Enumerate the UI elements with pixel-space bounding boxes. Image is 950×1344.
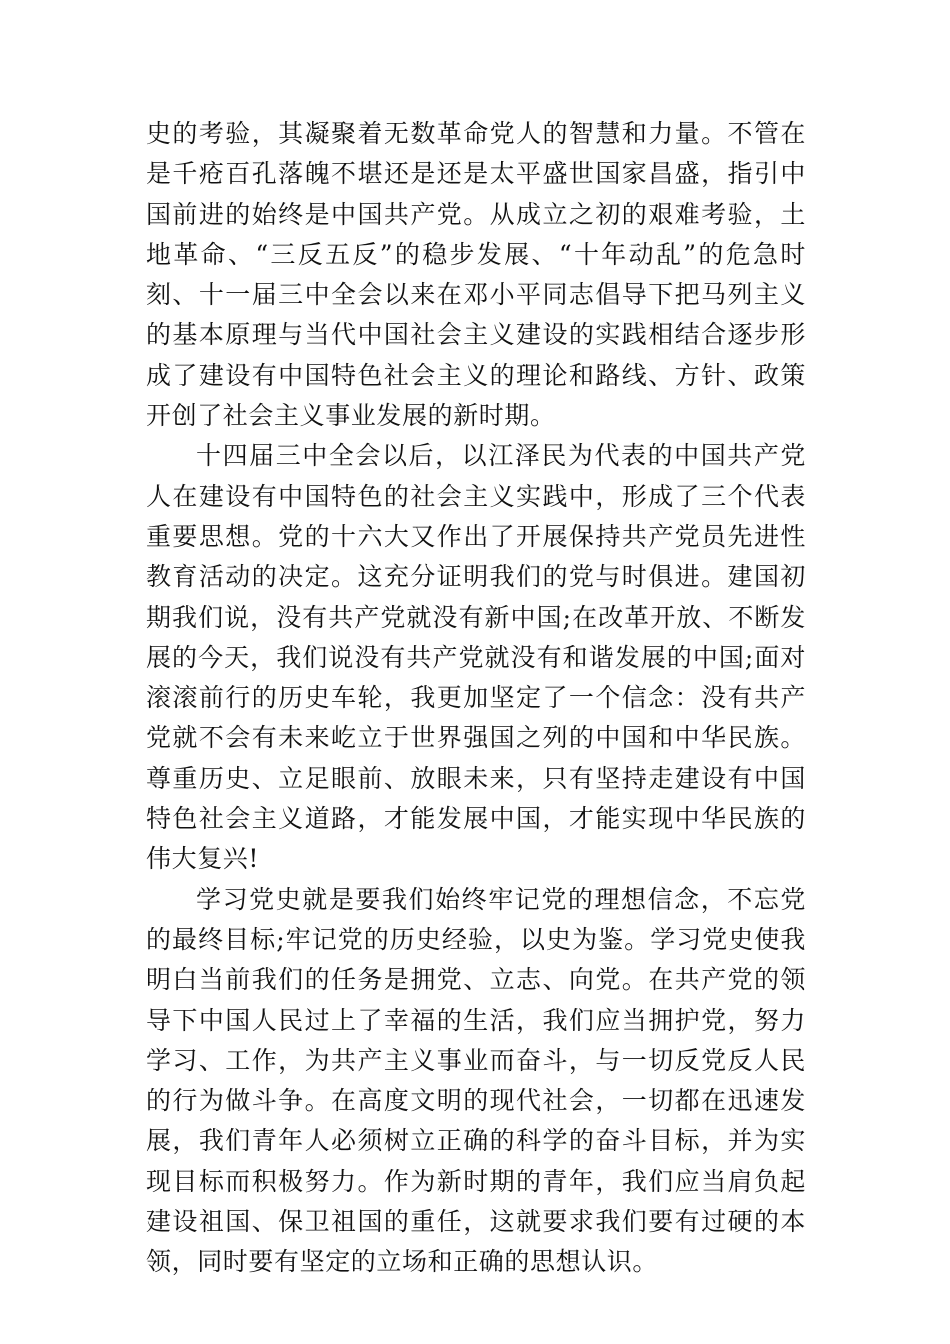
body-text — [146, 114, 806, 1283]
paragraph-1: 史的考验，其凝聚着无数革命党人的智慧和力量。不管在是千疮百孔落魄不堪还是还是太平盛世国家昌盛，指引中国前进的始终是中国共产党。从成立之初的艰难考验，土地革命、“三反五反”的稳步发展、“十年动乱”的危急时刻、十一届三中全会以来在邓小平同志倡导下把马列主义的基本原理与当代中国社会主义建设的实践相结合逐步形成了建设有中国特色社会主义的理论和路线、方针、政策开创了社会主义事业发展的新时期。 — [146, 119, 806, 431]
paragraph-3: 学习党史就是要我们始终牢记党的理想信念，不忘党的最终目标;牢记党的历史经验，以史为鉴。学习党史使我明白当前我们的任务是拥党、立志、向党。在共产党的领导下中国人民过上了幸福的生活，我们应当拥护党，努力学习、工作，为共产主义事业而奋斗，与一切反党反人民的行为做斗争。在高度文明的现代社会，一切都在迅速发展，我们青年人必须树立正确的科学的奋斗目标，并为实现目标而积极努力。作为新时期的青年，我们应当肩负起建设祖国、保卫祖国的重任，这就要求我们要有过硬的本领，同时要有坚定的立场和正确的思想认识。 — [146, 884, 806, 1277]
paragraph-2: 十四届三中全会以后，以江泽民为代表的中国共产党人在建设有中国特色的社会主义实践中，形成了三个代表重要思想。党的十六大又作出了开展保持共产党员先进性教育活动的决定。这充分证明我们的党与时俱进。建国初期我们说，没有共产党就没有新中国;在改革开放、不断发展的今天，我们说没有共产党就没有和谐发展的中国;面对滚滚前行的历史车轮，我更加坚定了一个信念：没有共产党就不会有未来屹立于世界强国之列的中国和中华民族。尊重历史、立足眼前、放眼未来，只有坚持走建设有中国特色社会主义道路，才能发展中国，才能实现中华民族的伟大复兴! — [146, 441, 806, 874]
